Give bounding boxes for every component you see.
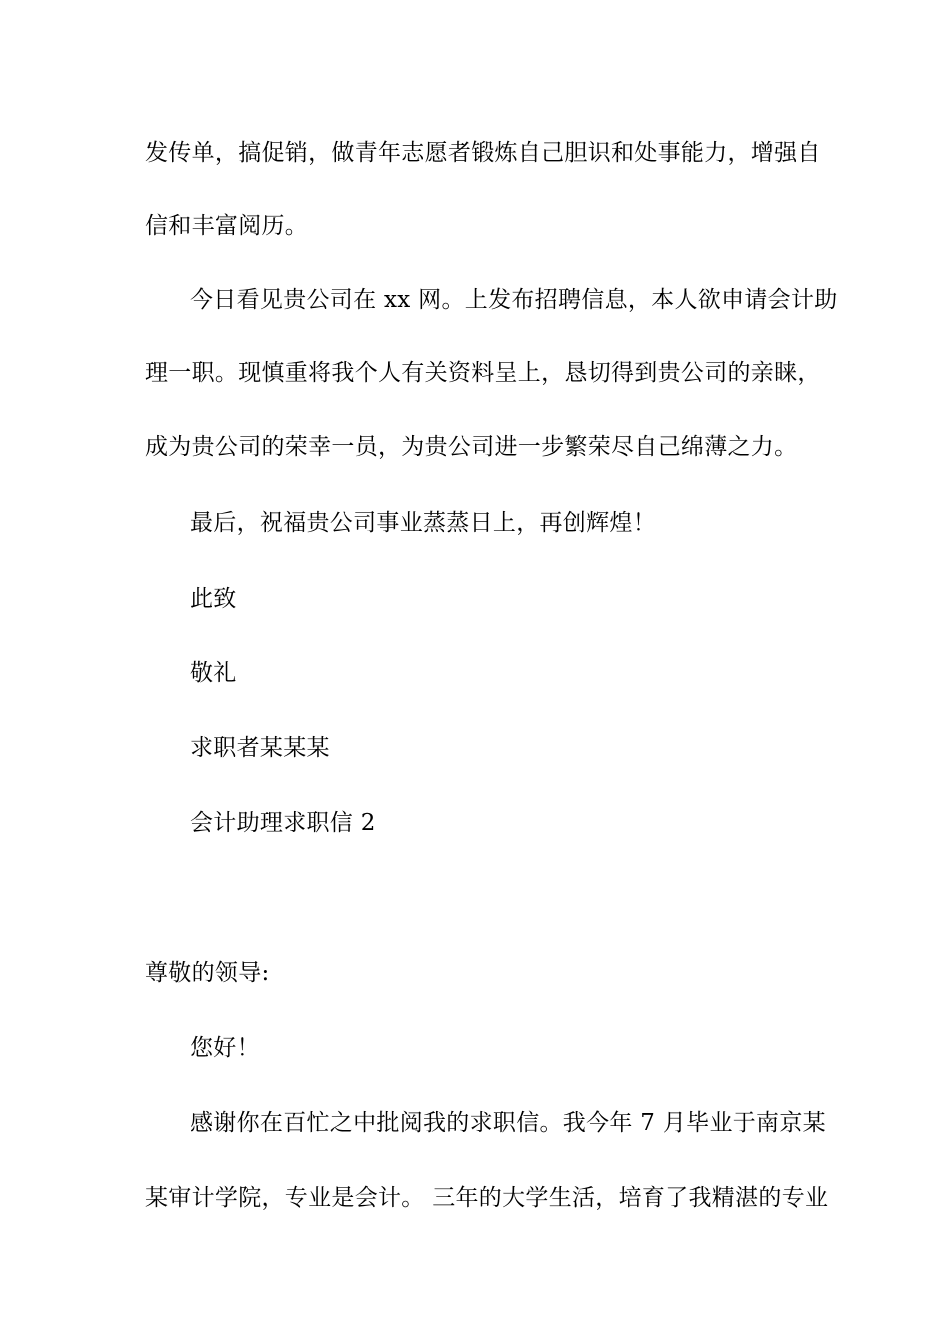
text-line: 成为贵公司的荣幸一员，为贵公司进一步繁荣尽自己绵薄之力。 (145, 434, 798, 460)
text-line: 信和丰富阅历。 (145, 213, 309, 239)
closing-wish: 最后，祝福贵公司事业蒸蒸日上，再创辉煌！ (190, 510, 656, 536)
text-line: 发传单，搞促销，做青年志愿者锻炼自己胆识和处事能力，增强自 (145, 140, 821, 166)
text-line: 理一职。现慎重将我个人有关资料呈上，恳切得到贵公司的亲睐， (145, 360, 821, 386)
section-title: 会计助理求职信 2 (190, 810, 376, 836)
text-line: 某审计学院，专业是会计。 三年的大学生活，培育了我精湛的专业 (145, 1185, 829, 1211)
signature-line: 求职者某某某 (190, 735, 330, 761)
salutation-regards: 敬礼 (190, 660, 237, 686)
greeting-recipient: 尊敬的领导: (145, 960, 270, 986)
greeting-hello: 您好！ (190, 1035, 260, 1061)
salutation-close: 此致 (190, 586, 237, 612)
paragraph-start-line: 感谢你在百忙之中批阅我的求职信。我今年 7 月毕业于南京某 (190, 1110, 826, 1136)
paragraph-start-line: 今日看见贵公司在 xx 网。上发布招聘信息，本人欲申请会计助 (190, 287, 838, 313)
